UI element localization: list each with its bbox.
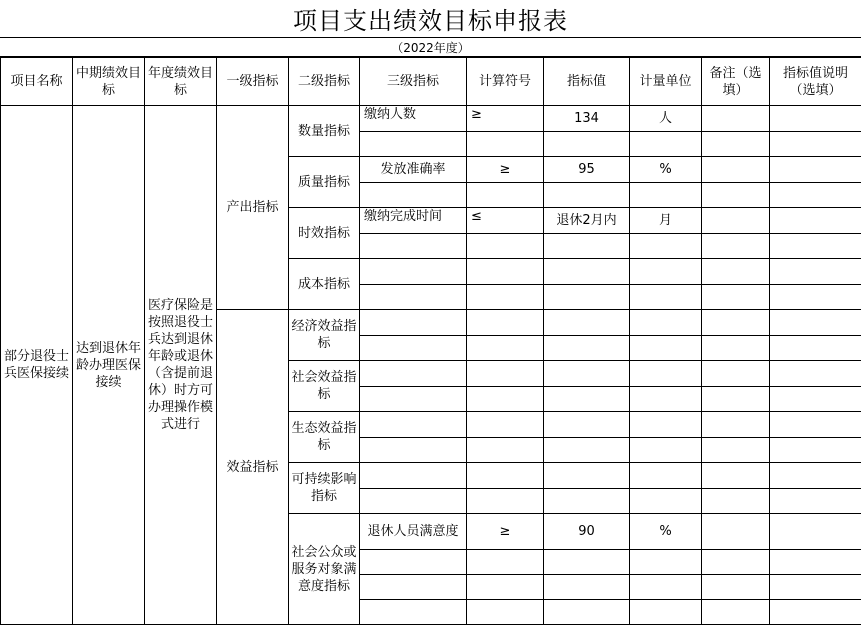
empty-cell	[467, 310, 544, 336]
empty-cell	[770, 336, 861, 361]
empty-cell	[770, 575, 861, 600]
empty-cell	[630, 259, 702, 285]
empty-cell	[467, 336, 544, 361]
empty-cell	[544, 336, 630, 361]
empty-cell	[544, 600, 630, 625]
empty-cell	[360, 438, 467, 463]
empty-cell	[544, 183, 630, 208]
explain-cell	[770, 106, 861, 132]
level2-sustainable-cell: 可持续影响指标	[289, 463, 360, 514]
empty-cell	[702, 285, 770, 310]
level1-benefit-cell: 效益指标	[217, 310, 289, 625]
empty-cell	[630, 438, 702, 463]
indicator-symbol: ≥	[467, 157, 544, 183]
empty-cell	[702, 183, 770, 208]
header-cell: 中期绩效目标	[73, 58, 145, 106]
empty-cell	[360, 361, 467, 387]
empty-cell	[360, 550, 467, 575]
empty-cell	[702, 463, 770, 489]
empty-cell	[770, 310, 861, 336]
level2-ecological-cell: 生态效益指标	[289, 412, 360, 463]
indicator-symbol: ≥	[467, 514, 544, 550]
empty-cell	[467, 438, 544, 463]
header-cell: 三级指标	[360, 58, 467, 106]
explain-cell	[770, 208, 861, 234]
header-cell: 年度绩效目标	[145, 58, 217, 106]
empty-cell	[630, 463, 702, 489]
empty-cell	[467, 412, 544, 438]
empty-cell	[544, 132, 630, 157]
empty-cell	[702, 259, 770, 285]
indicator-value: 退休2月内	[544, 208, 630, 234]
header-cell: 一级指标	[217, 58, 289, 106]
empty-cell	[544, 550, 630, 575]
indicator-symbol: ≤	[467, 208, 544, 234]
header-cell: 二级指标	[289, 58, 360, 106]
empty-cell	[702, 550, 770, 575]
empty-cell	[360, 310, 467, 336]
header-cell: 项目名称	[1, 58, 73, 106]
empty-cell	[702, 575, 770, 600]
indicator-symbol: ≥	[467, 106, 544, 132]
level2-timeliness-cell: 时效指标	[289, 208, 360, 259]
empty-cell	[467, 463, 544, 489]
empty-cell	[702, 438, 770, 463]
empty-cell	[544, 463, 630, 489]
empty-cell	[702, 412, 770, 438]
empty-cell	[467, 489, 544, 514]
empty-cell	[630, 361, 702, 387]
empty-cell	[770, 438, 861, 463]
empty-cell	[360, 259, 467, 285]
empty-cell	[702, 489, 770, 514]
level2-economic-cell: 经济效益指标	[289, 310, 360, 361]
header-cell: 备注（选填）	[702, 58, 770, 106]
header-cell: 计量单位	[630, 58, 702, 106]
empty-cell	[360, 412, 467, 438]
empty-cell	[360, 575, 467, 600]
indicator-unit: %	[630, 514, 702, 550]
empty-cell	[467, 285, 544, 310]
empty-cell	[467, 259, 544, 285]
empty-cell	[702, 336, 770, 361]
indicator-unit: 人	[630, 106, 702, 132]
empty-cell	[360, 132, 467, 157]
empty-cell	[630, 183, 702, 208]
annual-goal-cell: 医疗保险是按照退役士兵达到退休年龄或退休（含提前退休）时方可办理操作模式进行	[145, 106, 217, 625]
empty-cell	[360, 336, 467, 361]
empty-cell	[770, 600, 861, 625]
empty-cell	[702, 310, 770, 336]
note-cell	[702, 106, 770, 132]
empty-cell	[702, 361, 770, 387]
indicator-value: 134	[544, 106, 630, 132]
empty-cell	[544, 259, 630, 285]
empty-cell	[770, 489, 861, 514]
empty-cell	[702, 132, 770, 157]
empty-cell	[702, 387, 770, 412]
header-row	[1, 58, 861, 106]
empty-cell	[467, 234, 544, 259]
explain-cell	[770, 157, 861, 183]
empty-cell	[544, 412, 630, 438]
empty-cell	[630, 575, 702, 600]
indicator-name: 发放准确率	[360, 157, 467, 183]
note-cell	[702, 514, 770, 550]
empty-cell	[544, 285, 630, 310]
empty-cell	[702, 600, 770, 625]
empty-cell	[544, 489, 630, 514]
empty-cell	[770, 550, 861, 575]
empty-cell	[770, 183, 861, 208]
project-name-cell: 部分退役士兵医保接续	[1, 106, 73, 625]
empty-cell	[630, 489, 702, 514]
level2-cost-cell: 成本指标	[289, 259, 360, 310]
indicator-name: 缴纳人数	[360, 106, 467, 132]
level2-quality-cell: 质量指标	[289, 157, 360, 208]
header-cell: 指标值	[544, 58, 630, 106]
empty-cell	[770, 285, 861, 310]
page-title: 项目支出绩效目标申报表	[0, 0, 861, 38]
empty-cell	[360, 387, 467, 412]
empty-cell	[544, 234, 630, 259]
indicator-name: 缴纳完成时间	[360, 208, 467, 234]
empty-cell	[544, 310, 630, 336]
note-cell	[702, 208, 770, 234]
indicator-value: 95	[544, 157, 630, 183]
empty-cell	[630, 132, 702, 157]
empty-cell	[770, 361, 861, 387]
indicator-value: 90	[544, 514, 630, 550]
empty-cell	[770, 234, 861, 259]
level1-output-cell: 产出指标	[217, 106, 289, 310]
empty-cell	[770, 387, 861, 412]
empty-cell	[630, 310, 702, 336]
empty-cell	[360, 285, 467, 310]
mid-goal-cell: 达到退休年龄办理医保接续	[73, 106, 145, 625]
empty-cell	[467, 183, 544, 208]
indicator-name: 退休人员满意度	[360, 514, 467, 550]
level2-social-cell: 社会效益指标	[289, 361, 360, 412]
empty-cell	[770, 132, 861, 157]
level2-satisfaction-cell: 社会公众或服务对象满意度指标	[289, 514, 360, 625]
header-cell: 指标值说明（选填）	[770, 58, 861, 106]
empty-cell	[467, 132, 544, 157]
empty-cell	[467, 575, 544, 600]
empty-cell	[770, 412, 861, 438]
empty-cell	[630, 412, 702, 438]
indicator-unit: %	[630, 157, 702, 183]
empty-cell	[360, 234, 467, 259]
empty-cell	[630, 234, 702, 259]
empty-cell	[630, 336, 702, 361]
empty-cell	[630, 600, 702, 625]
indicator-unit: 月	[630, 208, 702, 234]
empty-cell	[360, 600, 467, 625]
empty-cell	[630, 285, 702, 310]
empty-cell	[360, 463, 467, 489]
table-row	[1, 106, 861, 132]
empty-cell	[360, 183, 467, 208]
explain-cell	[770, 514, 861, 550]
empty-cell	[630, 387, 702, 412]
empty-cell	[467, 550, 544, 575]
empty-cell	[544, 387, 630, 412]
note-cell	[702, 157, 770, 183]
empty-cell	[467, 600, 544, 625]
empty-cell	[544, 438, 630, 463]
empty-cell	[360, 489, 467, 514]
header-cell: 计算符号	[467, 58, 544, 106]
year-label: （2022年度）	[0, 38, 861, 57]
empty-cell	[770, 463, 861, 489]
empty-cell	[467, 361, 544, 387]
empty-cell	[544, 361, 630, 387]
empty-cell	[467, 387, 544, 412]
empty-cell	[630, 550, 702, 575]
empty-cell	[770, 259, 861, 285]
empty-cell	[702, 234, 770, 259]
empty-cell	[544, 575, 630, 600]
level2-quantity-cell: 数量指标	[289, 106, 360, 157]
performance-table	[0, 57, 861, 625]
